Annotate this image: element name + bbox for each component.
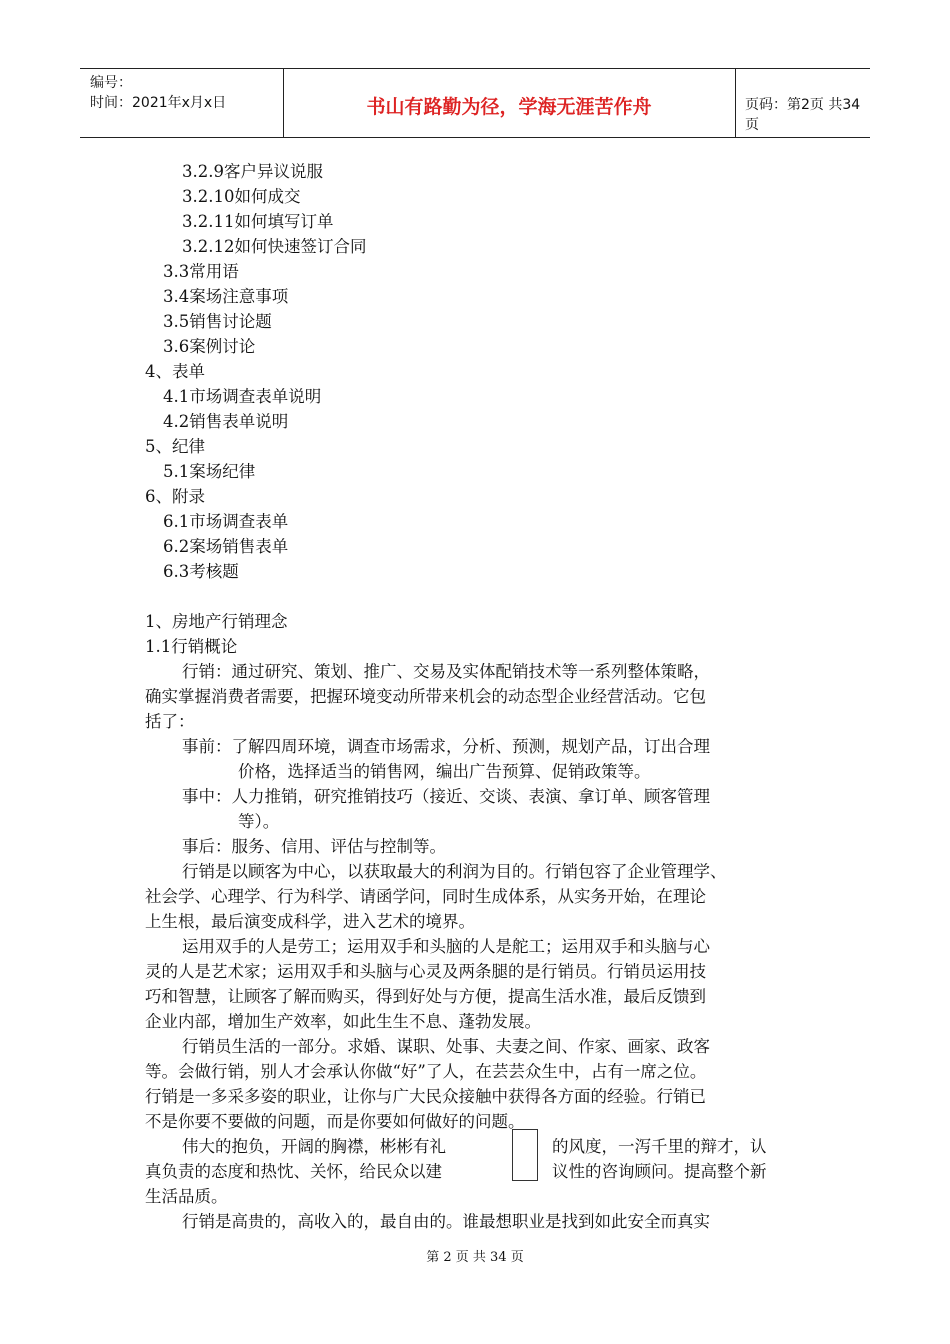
text-line: 1.1行销概论	[145, 637, 238, 656]
motto-text: 书山有路勤为径，学海无涯苦作舟	[366, 96, 652, 118]
text-line: 不是你要不要做的问题，而是你要如何做好的问题。	[145, 1112, 525, 1131]
text-line: 行销：通过研究、策划、推广、交易及实体配销技术等一系列整体策略，	[182, 662, 710, 681]
text-line: 3.2.9客户异议说服	[182, 162, 323, 181]
text-line: 行销是一多采多姿的职业，让你与广大民众接触中获得各方面的经验。行销已	[145, 1087, 706, 1106]
text-line: 价格，选择适当的销售网，编出广告预算、促销政策等。	[238, 762, 651, 781]
text-line: 灵的人是艺术家；运用双手和头脑与心灵及两条腿的是行销员。行销员运用技	[145, 962, 706, 981]
text-line: 1、房地产行销理念	[145, 612, 288, 631]
text-line: 4、表单	[145, 362, 205, 381]
text-line: 伟大的抱负，开阔的胸襟，彬彬有礼	[182, 1137, 446, 1156]
text-line: 行销是高贵的，高收入的，最自由的。谁最想职业是找到如此安全而真实	[182, 1212, 710, 1231]
text-line: 5、纪律	[145, 437, 205, 456]
text-line: 5.1案场纪律	[163, 462, 256, 481]
text-line: 行销员生活的一部分。求婚、谋职、处事、夫妻之间、作家、画家、政客	[182, 1037, 710, 1056]
text-line: 4.1市场调查表单说明	[163, 387, 322, 406]
header-page-cell	[735, 69, 870, 137]
text-line: 企业内部，增加生产效率，如此生生不息、蓬勃发展。	[145, 1012, 541, 1031]
header-motto-cell	[283, 69, 736, 137]
text-line: 事后：服务、信用、评估与控制等。	[182, 837, 446, 856]
text-line: 议性的咨询顾问。提高整个新	[552, 1162, 767, 1181]
text-line: 的风度，一泻千里的辩才，认	[552, 1137, 767, 1156]
time-label: 时间：2021年x月x日	[90, 95, 227, 111]
text-line: 等）。	[238, 812, 280, 831]
text-line: 6、附录	[145, 487, 205, 506]
page-footer: 第 2 页 共 34 页	[426, 1250, 524, 1265]
empty-box	[512, 1129, 538, 1181]
page-info: 页码：第2页 共34页	[745, 97, 861, 133]
text-line: 3.5销售讨论题	[163, 312, 272, 331]
text-line: 6.1市场调查表单	[163, 512, 289, 531]
text-line: 巧和智慧，让顾客了解而购买，得到好处与方便，提高生活水准，最后反馈到	[145, 987, 706, 1006]
text-line: 3.6案例讨论	[163, 337, 256, 356]
text-line: 事前：了解四周环境，调查市场需求，分析、预测，规划产品，订出合理	[182, 737, 710, 756]
text-line: 事中：人力推销，研究推销技巧（接近、交谈、表演、拿订单、顾客管理	[182, 787, 710, 806]
page-header	[80, 68, 870, 138]
text-line: 6.2案场销售表单	[163, 537, 289, 556]
code-label: 编号：	[90, 75, 132, 91]
text-line: 社会学、心理学、行为科学、请函学问，同时生成体系，从实务开始，在理论	[145, 887, 706, 906]
text-line: 3.4案场注意事项	[163, 287, 289, 306]
text-line: 3.2.10如何成交	[182, 187, 301, 206]
text-line: 行销是以顾客为中心，以获取最大的利润为目的。行销包容了企业管理学、	[182, 862, 727, 881]
text-line: 确实掌握消费者需要，把握环境变动所带来机会的动态型企业经营活动。它包	[145, 687, 706, 706]
header-info-cell	[80, 69, 284, 137]
text-line: 3.3常用语	[163, 262, 239, 281]
text-line: 6.3考核题	[163, 562, 239, 581]
text-line: 3.2.11如何填写订单	[182, 212, 334, 231]
text-line: 括了：	[145, 712, 195, 731]
text-line: 运用双手的人是劳工；运用双手和头脑的人是舵工；运用双手和头脑与心	[182, 937, 710, 956]
text-line: 4.2销售表单说明	[163, 412, 289, 431]
text-line: 3.2.12如何快速签订合同	[182, 237, 367, 256]
text-line: 上生根，最后演变成科学，进入艺术的境界。	[145, 912, 475, 931]
text-line: 真负责的态度和热忱、关怀，给民众以建	[145, 1162, 442, 1181]
text-line: 生活品质。	[145, 1187, 228, 1206]
text-line: 等。会做行销，别人才会承认你做“好”了人，在芸芸众生中，占有一席之位。	[145, 1062, 707, 1081]
